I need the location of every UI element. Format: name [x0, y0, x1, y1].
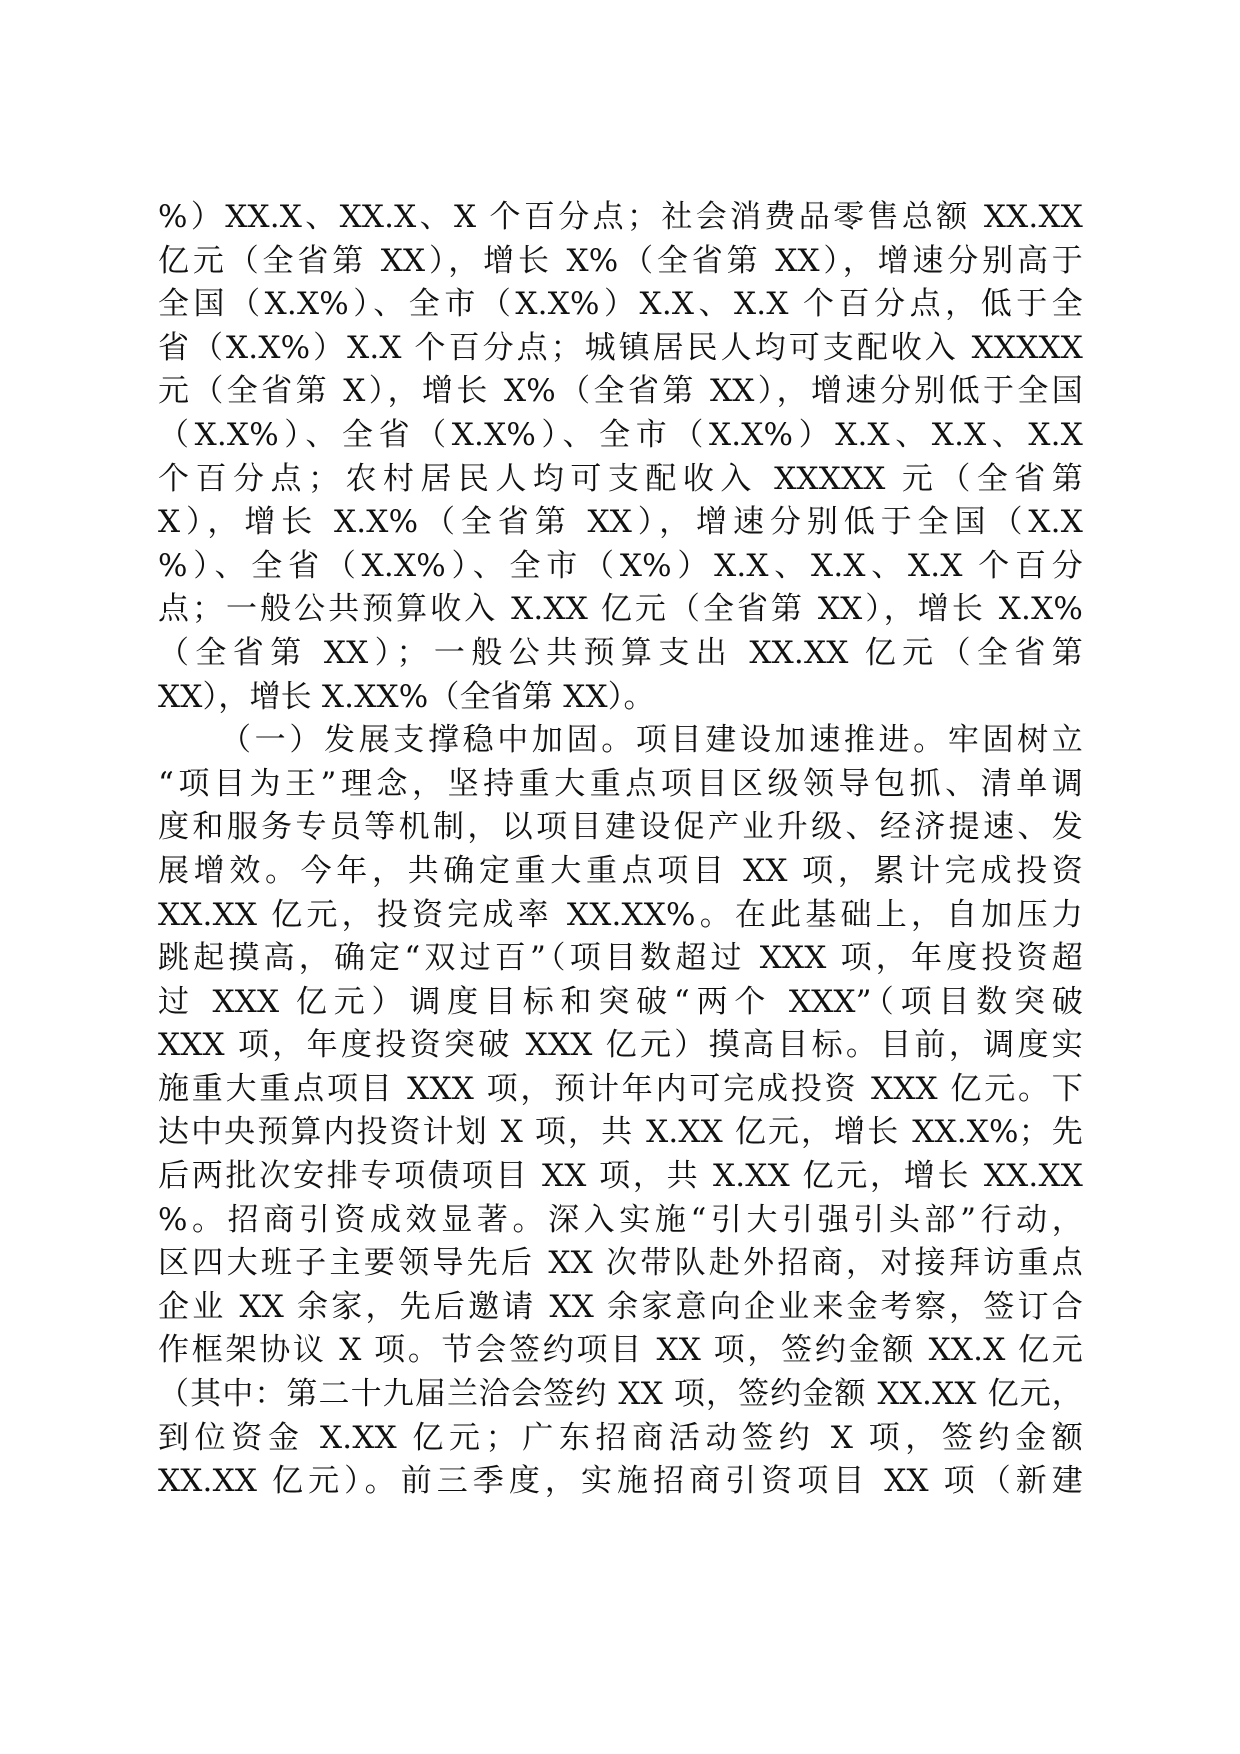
text-line: 过 XXX 亿元）调度目标和突破“两个 XXX”（项目数突破 — [158, 983, 1083, 1020]
text-line: 全国（X.X%）、全市（X.X%）X.X、X.X 个百分点，低于全 — [158, 286, 1083, 323]
text-line: 亿元（全省第 XX），增长 X%（全省第 XX），增速分别高于 — [158, 242, 1083, 279]
document-body — [158, 196, 1083, 1504]
text-line: （其中：第二十九届兰洽会签约 XX 项，签约金额 XX.XX 亿元， — [158, 1376, 1083, 1413]
text-line: “项目为王”理念，坚持重大重点项目区级领导包抓、清单调 — [158, 765, 1083, 802]
text-line: X），增长 X.X%（全省第 XX），增速分别低于全国（X.X — [158, 504, 1083, 541]
text-line: （X.X%）、全省（X.X%）、全市（X.X%）X.X、X.X、X.X — [158, 416, 1083, 453]
text-line: %）、全省（X.X%）、全市（X%）X.X、X.X、X.X 个百分 — [158, 547, 1083, 584]
text-line: %）XX.X、XX.X、X 个百分点；社会消费品零售总额 XX.XX — [158, 199, 1083, 235]
paragraph-start-line: （一）发展支撑稳中加固。项目建设加速推进。牢固树立 — [220, 722, 1083, 759]
text-line: 跳起摸高，确定“双过百”（项目数超过 XXX 项，年度投资超 — [158, 940, 1083, 977]
text-line: 个百分点；农村居民人均可支配收入 XXXXX 元（全省第 — [158, 460, 1083, 497]
text-line: 到位资金 X.XX 亿元；广东招商活动签约 X 项，签约金额 — [158, 1419, 1083, 1456]
text-line: XX.XX 亿元，投资完成率 XX.XX%。在此基础上，自加压力 — [158, 896, 1083, 933]
text-line: 省（X.X%）X.X 个百分点；城镇居民人均可支配收入 XXXXX — [158, 329, 1083, 366]
text-line: XX），增长 X.XX%（全省第 XX）。 — [158, 678, 655, 715]
text-line: 后两批次安排专项债项目 XX 项，共 X.XX 亿元，增长 XX.XX — [158, 1158, 1083, 1195]
text-line: 点；一般公共预算收入 X.XX 亿元（全省第 XX），增长 X.X% — [158, 591, 1083, 628]
text-line: 施重大重点项目 XXX 项，预计年内可完成投资 XXX 亿元。下 — [158, 1070, 1083, 1107]
text-line: %。招商引资成效显著。深入实施“引大引强引头部”行动， — [158, 1201, 1083, 1238]
text-line: 元（全省第 X），增长 X%（全省第 XX），增速分别低于全国 — [158, 373, 1083, 410]
text-line: 区四大班子主要领导先后 XX 次带队赴外招商，对接拜访重点 — [158, 1245, 1083, 1282]
text-line: XX.XX 亿元）。前三季度，实施招商引资项目 XX 项（新建 — [158, 1463, 1083, 1500]
text-line: （全省第 XX）；一般公共预算支出 XX.XX 亿元（全省第 — [158, 634, 1083, 671]
text-line: 达中央预算内投资计划 X 项，共 X.XX 亿元，增长 XX.X%；先 — [158, 1114, 1083, 1151]
text-line: 展增效。今年，共确定重大重点项目 XX 项，累计完成投资 — [158, 852, 1083, 889]
text-line: 作框架协议 X 项。节会签约项目 XX 项，签约金额 XX.X 亿元 — [158, 1332, 1083, 1369]
text-line: 度和服务专员等机制，以项目建设促产业升级、经济提速、发 — [158, 809, 1083, 846]
text-line: XXX 项，年度投资突破 XXX 亿元）摸高目标。目前，调度实 — [158, 1027, 1083, 1064]
text-line: 企业 XX 余家，先后邀请 XX 余家意向企业来金考察，签订合 — [158, 1288, 1083, 1325]
